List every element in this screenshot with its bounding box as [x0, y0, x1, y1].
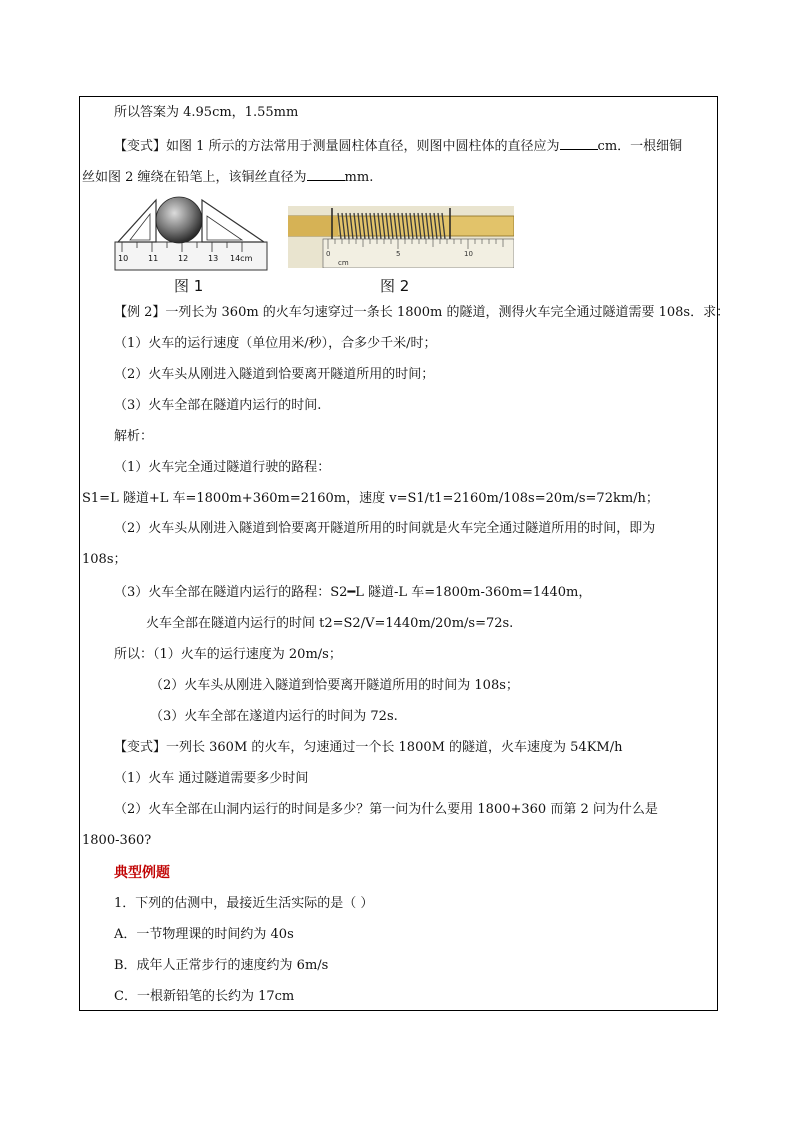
question-1: 1．下列的估测中，最接近生活实际的是（ ） [114, 896, 374, 911]
analysis-1-title: （1）火车完全通过隧道行驶的路程： [114, 460, 331, 475]
conclusion-1: 所以：（1）火车的运行速度为 20m/s； [114, 647, 342, 662]
example-2-part-3: （3）火车全部在隧道内运行的时间. [114, 398, 322, 413]
example-2-part-2: （2）火车头从刚进入隧道到恰要离开隧道所用的时间； [114, 367, 435, 382]
option-c: C．一根新铅笔的长约为 17cm [114, 989, 295, 1004]
figure-1-caption: 图 1 [174, 277, 204, 295]
answer-line: 所以答案为 4.95cm，1.55mm [114, 105, 299, 120]
sphere-shape [156, 197, 202, 243]
example-2-question: 【例 2】一列长为 360m 的火车匀速穿过一条长 1800m 的隧道，测得火车完全通过隧道需要 108s．求： [114, 305, 730, 320]
variant-2-part-1: （1）火车 通过隧道需要多少时间 [114, 771, 309, 786]
analysis-3-time: 火车全部在隧道内运行的时间 t2=S2/V=1440m/20m/s=72s. [146, 616, 514, 631]
blank-diameter-cm [560, 136, 598, 150]
figure-2-wire-pencil [288, 206, 514, 268]
variant-2-question: 【变式】一列长 360M 的火车，匀速通过一个长 1800M 的隧道，火车速度为 54KM/h [114, 740, 623, 755]
analysis-2-line-1: （2）火车头从刚进入隧道到恰要离开隧道所用的时间就是火车完全通过隧道所用的时间，即为 [114, 521, 656, 536]
variant-2-part-2-line-1: （2）火车全部在山洞内运行的时间是多少？第一问为什么要用 1800+360 而第 2 问为什么是 [114, 802, 658, 817]
variant-2-part-2-line-2: 1800-360? [82, 833, 152, 848]
analysis-3-distance: （3）火车全部在隧道内运行的路程：S2━L 隧道-L 车=1800m-360m=1440m， [114, 585, 592, 600]
variant-question-line-2: 丝如图 2 缠绕在铅笔上，该铜丝直径为 mm. [82, 167, 373, 187]
conclusion-3: （3）火车全部在遂道内运行的时间为 72s. [150, 709, 398, 724]
blank-wire-mm [307, 167, 345, 181]
analysis-heading: 解析： [114, 429, 154, 444]
variant-question-line-1: 【变式】如图 1 所示的方法常用于测量圆柱体直径，则图中圆柱体的直径应为 cm．一根细铜 [114, 136, 682, 156]
typical-examples-heading: 典型例题 [114, 865, 170, 881]
analysis-2-line-2: 108s； [82, 552, 127, 567]
analysis-1-formula: S1=L 隧道+L 车=1800m+360m=2160m，速度 v=S1/t1=2160m/108s=20m/s=72km/h； [82, 491, 659, 506]
example-2-part-1: （1）火车的运行速度（单位用米/秒），合多少千米/时； [114, 336, 437, 351]
option-a: A．一节物理课的时间约为 40s [114, 927, 294, 942]
option-b: B．成年人正常步行的速度约为 6m/s [114, 958, 329, 973]
figure-2-caption: 图 2 [380, 277, 410, 295]
conclusion-2: （2）火车头从刚进入隧道到恰要离开隧道所用的时间为 108s； [150, 678, 519, 693]
